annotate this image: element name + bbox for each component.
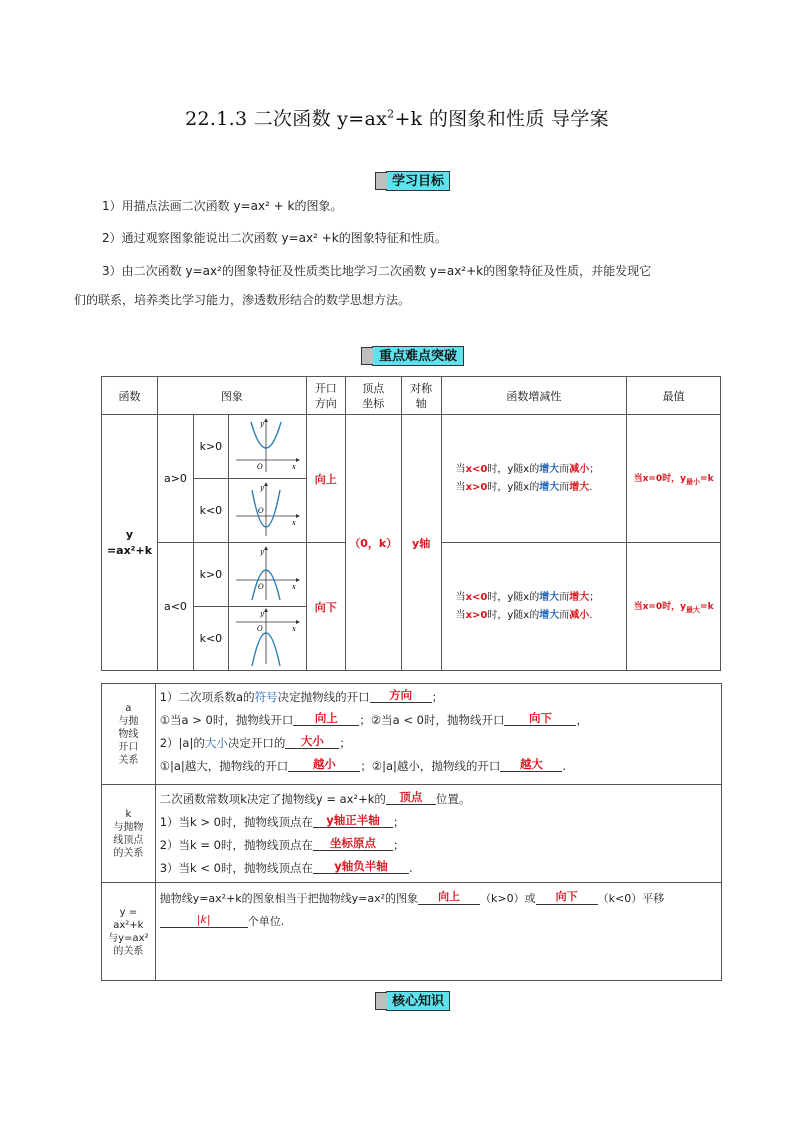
- graph-a-neg-k-neg: [228, 607, 306, 671]
- open-down-cell: 向下: [306, 543, 345, 671]
- k-negative-label-2: k<0: [193, 607, 228, 671]
- answer-blank[interactable]: 大小: [285, 734, 339, 749]
- a-positive-label: a>0: [157, 415, 193, 543]
- parabola-graph: [232, 544, 302, 602]
- answer-blank[interactable]: 坐标原点: [313, 836, 393, 851]
- row-relation-label: y = ax²+k 与y=ax² 的关系: [102, 883, 156, 981]
- header-func: 函数: [102, 377, 158, 415]
- extreme-a-neg: 当x=0时，$y_{最大}=k$: [627, 543, 721, 671]
- row-k-line-3: 2）当k = 0时，抛物线顶点在 坐标原点 ；: [159, 836, 405, 852]
- goal-2: 2）通过观察图象能说出二次函数 y=ax² +k的图象特征和性质。: [102, 231, 447, 245]
- graph-a-neg-k-pos: [228, 543, 306, 607]
- monotonicity-a-neg: [441, 543, 627, 671]
- section-heading-core: 核心知识: [386, 991, 450, 1011]
- row-a-line-2: ①当a > 0时，抛物线开口 向上 ；②当a < 0时，抛物线开口 向下 ，: [159, 711, 588, 727]
- row-a-line-4: ①|a|越大，抛物线的开口 越小 ；②|a|越小，抛物线的开口 越大 .: [159, 757, 567, 773]
- row-a-label: a 与抛 物线 开口 关系: [102, 684, 156, 785]
- svg-text:y: y: [260, 420, 265, 428]
- answer-blank[interactable]: 顶点: [386, 790, 436, 805]
- svg-text:y: y: [260, 548, 265, 556]
- monotonicity-a-pos: [441, 415, 627, 543]
- mono-neg-line-1: 当x<0时，y随x的增大而增大；: [455, 591, 600, 603]
- extreme-a-pos: 当x=0时，$y_{最小}=k$: [627, 415, 721, 543]
- svg-text:y: y: [260, 484, 265, 492]
- header-vertex: 顶点 坐标: [345, 377, 401, 415]
- svg-text:x: x: [292, 519, 297, 527]
- header-monotonicity: 函数增减性: [441, 377, 627, 415]
- row-relation-line-1: 抛物线y=ax²+k的图象相当于把抛物线y=ax²的图象 向上 （k>0）或 向下 （k<0）平移: [159, 890, 665, 905]
- axis-cell: y轴: [401, 415, 441, 671]
- relation-table: [101, 683, 722, 981]
- row-k-line-2: 1）当k > 0时，抛物线顶点在 y轴正半轴 ；: [159, 813, 405, 829]
- answer-blank[interactable]: y轴负半轴: [313, 859, 409, 874]
- row-relation-line-2: |k| 个单位.: [156, 910, 721, 933]
- answer-blank[interactable]: 方向: [370, 688, 432, 703]
- header-open: 开口 方向: [306, 377, 345, 415]
- vertex-cell: （0，k）: [345, 415, 401, 671]
- row-k-line-1: 二次函数常数项k决定了抛物线y = ax²+k的 顶点 位置。: [159, 790, 471, 806]
- mono-pos-line-1: 当x<0时，y随x的增大而减小；: [455, 463, 600, 475]
- row-k-label: k 与抛物 线顶点 的关系: [102, 785, 156, 883]
- svg-text:O: O: [258, 507, 265, 515]
- goal-1: 1）用描点法画二次函数 y=ax² + k的图象。: [102, 199, 343, 213]
- goal-4: 们的联系，培养类比学习能力，渗透数形结合的数学思想方法。: [74, 293, 411, 307]
- answer-blank[interactable]: 越大: [500, 757, 562, 772]
- svg-text:O: O: [257, 625, 264, 633]
- section-heading-key: 重点难点突破: [372, 346, 464, 366]
- svg-text:O: O: [258, 583, 265, 591]
- row-a-line-1: 1）二次项系数a的符号决定抛物线的开口 方向 ；: [159, 688, 444, 704]
- answer-blank[interactable]: 向下: [504, 711, 576, 726]
- row-relation-content: [155, 883, 721, 981]
- parabola-graph: [232, 480, 302, 538]
- page-title: 22.1.3 二次函数 $y=ax^2+k$ 的图象和性质 导学案: [185, 107, 609, 130]
- graph-a-pos-k-pos: [228, 415, 306, 479]
- answer-blank[interactable]: 向下: [536, 890, 598, 905]
- answer-blank[interactable]: y轴正半轴: [313, 813, 393, 828]
- header-axis: 对称 轴: [401, 377, 441, 415]
- parabola-graph: [232, 416, 302, 474]
- open-up-cell: 向上: [306, 415, 345, 543]
- function-cell: y =ax²+k: [102, 415, 158, 671]
- mono-pos-line-2: 当x>0时，y随x的增大而增大.: [455, 481, 593, 493]
- answer-blank[interactable]: |k|: [160, 913, 248, 928]
- answer-blank[interactable]: 越小: [288, 757, 360, 772]
- svg-text:O: O: [257, 463, 264, 471]
- svg-text:x: x: [292, 583, 297, 591]
- graph-a-pos-k-neg: [228, 479, 306, 543]
- svg-text:x: x: [292, 463, 297, 471]
- answer-blank[interactable]: 向上: [418, 890, 480, 905]
- properties-table: [101, 376, 721, 671]
- a-negative-label: a<0: [157, 543, 193, 671]
- header-extreme: 最值: [627, 377, 721, 415]
- svg-text:x: x: [292, 625, 297, 633]
- k-positive-label: k>0: [193, 415, 228, 479]
- header-graph: 图象: [157, 377, 306, 415]
- section-heading-goals: 学习目标: [386, 171, 450, 191]
- goal-3: 3）由二次函数 y=ax²的图象特征及性质类比地学习二次函数 y=ax²+k的图象特征及性质，并能发现它: [102, 264, 652, 278]
- svg-text:y: y: [260, 610, 265, 618]
- k-positive-label-2: k>0: [193, 543, 228, 607]
- row-a-content: [155, 684, 721, 785]
- row-a-line-3: 2）|a|的大小决定开口的 大小 ；: [159, 734, 351, 750]
- row-k-line-4: 3）当k < 0时，抛物线顶点在 y轴负半轴 .: [159, 859, 413, 875]
- mono-neg-line-2: 当x>0时，y随x的增大而减小.: [455, 609, 593, 621]
- answer-blank[interactable]: 向上: [293, 711, 359, 726]
- parabola-graph: [232, 608, 302, 666]
- k-negative-label: k<0: [193, 479, 228, 543]
- row-k-content: [155, 785, 721, 883]
